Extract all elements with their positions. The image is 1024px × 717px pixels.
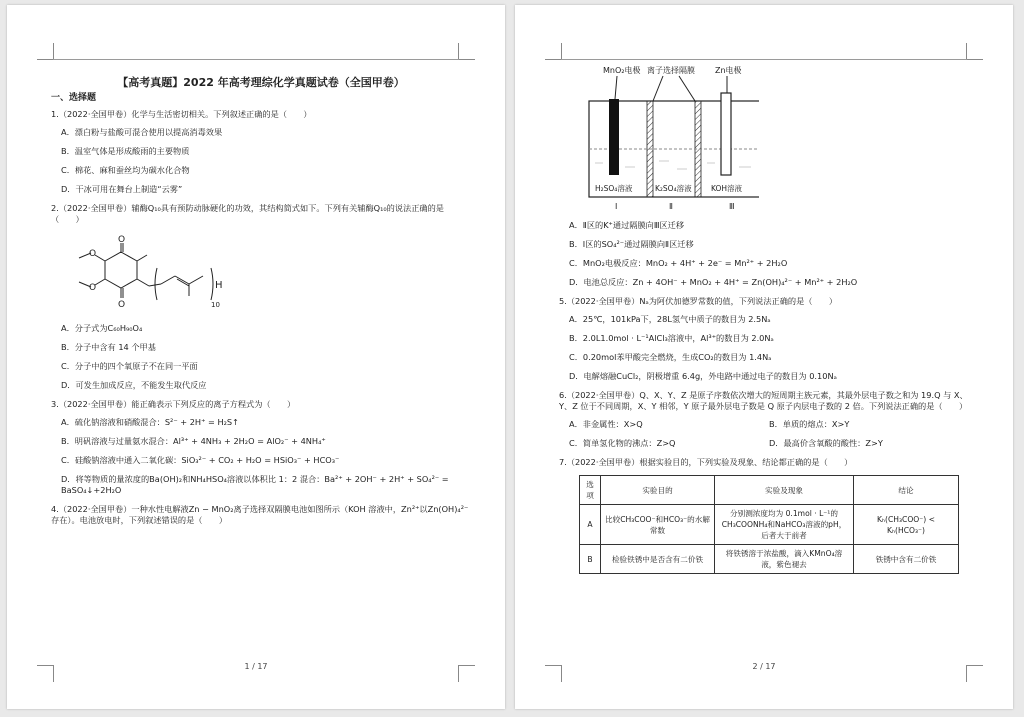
table-row xyxy=(580,545,959,574)
region-3-label: Ⅲ xyxy=(729,202,735,211)
question-2-stem: 2.（2022·全国甲卷）辅酶Q₁₀具有预防动脉硬化的功效，其结构简式如下。下列有关辅酶Q₁₀的说法正确的是（ ） xyxy=(51,203,444,224)
question-6-option-a: A．非金属性：X>Q xyxy=(569,419,643,429)
table-header-cell: 选项 xyxy=(580,476,601,505)
coenzyme-q10-structure-diagram xyxy=(65,234,235,314)
table-cell: 比较CH₃COO⁻和HCO₃⁻的水解常数 xyxy=(601,505,715,545)
question-5-stem: 5.（2022·全国甲卷）Nₐ为阿伏加德罗常数的值，下列说法正确的是（ ） xyxy=(559,296,838,306)
table-cell: 将铁锈溶于浓盐酸，滴入KMnO₄溶液，紫色褪去 xyxy=(715,545,854,574)
page-2-content xyxy=(559,63,979,574)
oxygen-label: O xyxy=(89,283,97,293)
question-6-option-d: D．最高价含氧酸的酸性：Z>Y xyxy=(769,438,883,448)
question-3-option-a: A．硫化钠溶液和硝酸混合：S²⁻ + 2H⁺ = H₂S↑ xyxy=(61,417,239,427)
section-heading: 一、选择题 xyxy=(51,93,97,103)
repeat-count-label: 10 xyxy=(211,301,220,309)
exam-title: 【高考真题】2022 年高考理综化学真题试卷（全国甲卷） xyxy=(117,76,405,89)
header-rule xyxy=(561,59,967,60)
question-4-stem: 4.（2022·全国甲卷）一种水性电解液Zn − MnO₂离子选择双隔膜电池如图所示（KOH 溶液中，Zn²⁺以Zn(OH)₄²⁻存在）。电池放电时，下列叙述错误的是（ ） xyxy=(51,504,469,525)
question-4-option-c: C．MnO₂电极反应：MnO₂ + 4H⁺ + 2e⁻ = Mn²⁺ + 2H₂O xyxy=(569,258,788,268)
crop-mark xyxy=(966,43,983,60)
oxygen-label: O xyxy=(89,249,97,259)
document-page-1 xyxy=(7,5,505,709)
question-6-stem: 6.（2022·全国甲卷）Q、X、Y、Z 是原子序数依次增大的短周期主族元素，其最外层电子数之和为 19.Q 与 X、Y、Z 位于不同周期，X、Y 相邻，Y 原子最外层电子数是 Q 原子内层电子数的 2 倍。下列说法正确的是（ ） xyxy=(559,390,968,411)
table-header-cell: 实验及现象 xyxy=(715,476,854,505)
region-2-label: Ⅱ xyxy=(669,202,673,211)
document-page-2 xyxy=(515,5,1013,709)
mno2-electrode-label: MnO₂电极 xyxy=(603,66,641,75)
page-number: 1 / 17 xyxy=(244,662,268,671)
crop-mark xyxy=(37,43,54,60)
question-4-option-d: D．电池总反应：Zn + 4OH⁻ + MnO₂ + 4H⁺ = Zn(OH)₄²⁻ + Mn²⁺ + 2H₂O xyxy=(569,277,858,287)
question-3-option-d: D．将等物质的量浓度的Ba(OH)₂和NH₄HSO₄溶液以体积比 1：2 混合：Ba²⁺ + 2OH⁻ + 2H⁺ + SO₄²⁻ = BaSO₄↓+2H₂O xyxy=(61,474,449,495)
question-6-options-row xyxy=(569,438,979,449)
h2so4-solution-label: H₂SO₄溶液 xyxy=(595,184,633,193)
page-1-content xyxy=(51,77,471,533)
experiment-table xyxy=(579,475,959,574)
question-3-option-b: B．明矾溶液与过量氨水混合：Al³⁺ + 4NH₃ + 2H₂O = AlO₂⁻ + 4NH₄⁺ xyxy=(61,436,326,446)
zn-electrode-label: Zn电极 xyxy=(715,66,742,75)
table-header-cell: 实验目的 xyxy=(601,476,715,505)
table-cell: B xyxy=(580,545,601,574)
question-2-option-b: B．分子中含有 14 个甲基 xyxy=(61,342,156,352)
question-4-option-a: A．Ⅱ区的K⁺通过隔膜向Ⅲ区迁移 xyxy=(569,220,685,230)
hydrogen-label: H xyxy=(215,280,223,291)
question-5-option-b: B．2.0L1.0mol · L⁻¹AlCl₃溶液中，Al³⁺的数目为 2.0Nₐ xyxy=(569,333,774,343)
question-1-option-a: A．漂白粉与盐酸可混合使用以提高消毒效果 xyxy=(61,127,223,137)
question-1-option-c: C．棉花、麻和蚕丝均为碳水化合物 xyxy=(61,165,190,175)
oxygen-label: O xyxy=(118,235,126,245)
question-3-option-c: C．硅酸钠溶液中通入二氧化碳：SiO₃²⁻ + CO₂ + H₂O = HSiO₃⁻ + HCO₃⁻ xyxy=(61,455,340,465)
question-2-option-d: D．可发生加成反应，不能发生取代反应 xyxy=(61,380,207,390)
page-number: 2 / 17 xyxy=(752,662,776,671)
k2so4-solution-label: K₂SO₄溶液 xyxy=(655,184,692,193)
table-cell: Kₕ(CH₃COO⁻) < Kₕ(HCO₃⁻) xyxy=(854,505,959,545)
crop-mark xyxy=(458,43,475,60)
table-cell: 检验铁锈中是否含有二价铁 xyxy=(601,545,715,574)
question-5-option-d: D．电解熔融CuCl₂，阴极增重 6.4g，外电路中通过电子的数目为 0.10Nₐ xyxy=(569,371,837,381)
question-1-option-b: B．温室气体是形成酸雨的主要物质 xyxy=(61,146,190,156)
question-6-option-c: C．简单氢化物的沸点：Z>Q xyxy=(569,438,676,448)
battery-cell-diagram xyxy=(559,63,759,213)
question-2-option-c: C．分子中的四个氧原子不在同一平面 xyxy=(61,361,198,371)
koh-solution-label: KOH溶液 xyxy=(711,184,743,193)
table-cell: A xyxy=(580,505,601,545)
question-2-option-a: A．分子式为C₆₀H₉₀O₄ xyxy=(61,323,143,333)
zn-electrode xyxy=(721,93,731,175)
table-row xyxy=(580,505,959,545)
region-1-label: Ⅰ xyxy=(615,202,618,211)
table-cell: 分别测浓度均为 0.1mol · L⁻¹的CH₃COONH₄和NaHCO₃溶液的pH，后者大于前者 xyxy=(715,505,854,545)
table-header-row xyxy=(580,476,959,505)
question-6-options-row xyxy=(569,419,979,430)
question-7-stem: 7.（2022·全国甲卷）根据实验目的，下列实验及现象、结论都正确的是（ ） xyxy=(559,457,853,467)
membrane-label: 离子选择隔膜 xyxy=(647,66,695,75)
question-4-option-b: B．Ⅰ区的SO₄²⁻通过隔膜向Ⅱ区迁移 xyxy=(569,239,694,249)
oxygen-label: O xyxy=(118,300,126,310)
table-header-cell: 结论 xyxy=(854,476,959,505)
question-1-stem: 1.（2022·全国甲卷）化学与生活密切相关。下列叙述正确的是（ ） xyxy=(51,109,312,119)
question-5-option-c: C．0.20mol苯甲酸完全燃烧，生成CO₂的数目为 1.4Nₐ xyxy=(569,352,772,362)
crop-mark xyxy=(545,43,562,60)
table-cell: 铁锈中含有二价铁 xyxy=(854,545,959,574)
question-6-option-b: B．单质的熔点：X>Y xyxy=(769,419,850,429)
header-rule xyxy=(53,59,459,60)
question-1-option-d: D．干冰可用在舞台上制造“云雾” xyxy=(61,184,183,194)
mno2-electrode xyxy=(609,99,619,175)
question-3-stem: 3.（2022·全国甲卷）能正确表示下列反应的离子方程式为（ ） xyxy=(51,399,296,409)
question-5-option-a: A．25℃，101kPa下，28L氢气中质子的数目为 2.5Nₐ xyxy=(569,314,771,324)
